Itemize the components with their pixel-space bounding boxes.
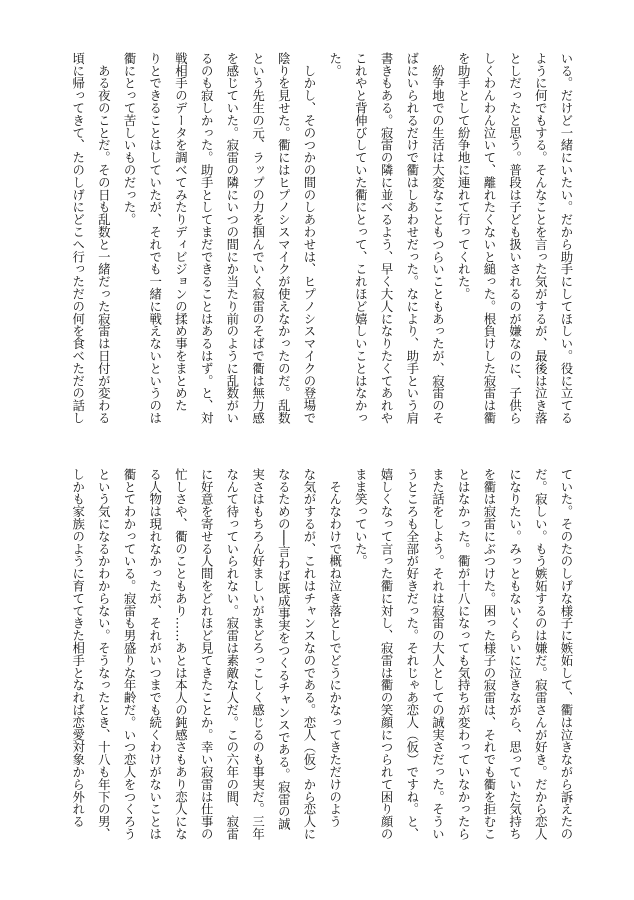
text-column: これやと背伸びしていた衢にとって、これほど嬉しいことはなかっ	[353, 52, 369, 424]
text-column: 紛争地での生活は大変なこともつらいこともあったが、寂雷のそ	[430, 52, 446, 424]
text-column: 実さはもちろん好ましいがまどろっこしく感じるのも事実だ。三年	[250, 468, 266, 840]
text-column: 戦相手のデータを調べてみたりディビジョンの揉め事をまとめた	[173, 52, 189, 412]
text-column: しかし、そのつかの間のしあわせは、ヒプノシスマイクの登場で	[301, 52, 317, 424]
text-column: るのも寂しかった。助手としてまだできることはあるはず。と、対	[199, 52, 215, 424]
text-column: しかも家族のように育ててきた相手となれば恋愛対象から外れる	[70, 468, 86, 828]
lower-text-block	[65, 468, 579, 860]
text-column: 頃に帰ってきて、たのしげにどこへ行っただの何を食べただの話し	[70, 52, 86, 424]
text-column: ていた。そのたのしげな様子に嫉妬して、衢は泣きながら訴えたの	[559, 468, 574, 840]
text-column: という気になるかわからない。そうなったとき、十八も年下の男、	[96, 468, 112, 840]
text-column: りとできることはしていたが、それでも一緒に戦えないというのは	[147, 52, 163, 424]
text-column: しくわんわん泣いて、離れたくないと縋った。根負けした寂雷は衢	[481, 52, 497, 424]
text-column: だ。寂しい。もう嫉妬するのは嫌だ。寂雷さんが好き。だから恋人	[533, 468, 549, 840]
upper-text-block	[65, 52, 579, 444]
text-column: ある夜のことだ。その日も乱数と一緒だった寂雷は日付が変わる	[96, 52, 112, 424]
text-column: る人物は現れなかったが、それがいつまでも続くわけがないことは	[147, 468, 163, 840]
text-column: 陰りを見せた。衢にはヒプノシスマイクが使えなかったのだ。乱数	[276, 52, 292, 424]
text-column: まま笑っていた。	[353, 468, 369, 568]
text-column: 衢にとって苦しいものだった。	[122, 52, 138, 226]
text-column: そんなわけで概ね泣き落としでどうにかなってきただけのよう	[327, 468, 343, 828]
text-column: 書きもある。寂雷の隣に並べるよう、早く大人になりたくてあれや	[379, 52, 395, 424]
text-column: うところも全部が好きだった。それじゃあ恋人（仮）ですね。と、	[404, 468, 420, 840]
text-column: た。	[327, 52, 343, 77]
text-column: 忙しさや、衢のこともあり……あとは本人の鈍感さもあり恋人にな	[173, 468, 189, 840]
text-column: ばにいられるだけで衢はしあわせだった。なにより、助手という肩	[404, 52, 420, 424]
text-column: を感じていた。寂雷の隣にいつの間にか当たり前のように乱数がい	[224, 52, 240, 424]
text-column: を衢は寂雷にぶつけた。困った様子の寂雷は、それでも衢を拒むこ	[481, 468, 497, 840]
text-column: 嬉しくなって言った衢に対し、寂雷は衢の笑顔につられて困り顔の	[379, 468, 395, 840]
text-column: に好意を寄せる人間をどれほど見てきたことか。幸い寂雷は仕事の	[199, 468, 215, 840]
text-column: を助手として紛争地に連れて行ってくれた。	[456, 52, 472, 300]
text-column: ように何でもする。そんなことを言った気がするが、最後は泣き落	[533, 52, 549, 424]
text-column: になりたい。みっともないくらいに泣きながら、思っていた気持ち	[507, 468, 523, 840]
text-column: 衢とてわかっている。寂雷も男盛りな年齢だ。いつ恋人をつくろう	[122, 468, 138, 840]
text-column: なるための──言わば既成事実をつくるチャンスである。寂雷の誠	[276, 468, 292, 831]
text-column: また話をしよう。それは寂雷の大人としての誠実さだった。そうい	[430, 468, 446, 840]
text-column: としだったと思う。普段は子ども扱いされるのが嫌なのに、子供ら	[507, 52, 523, 424]
text-column: という先生の元、ラップの力を掴んでいく寂雷のそばで衢は無力感	[250, 52, 266, 424]
text-column: なんて待っていられない。寂雷は素敵な人だ。この六年の間、寂雷	[224, 468, 240, 840]
text-column: とはなかった。衢が十八になっても気持ちが変わっていなかったら	[456, 468, 472, 840]
text-column: な気がするが、これはチャンスなのである。恋人（仮）から恋人に	[301, 468, 317, 840]
text-column: いる。だけど一緒にいたい。だから助手にしてほしい。役に立てる	[559, 52, 574, 424]
